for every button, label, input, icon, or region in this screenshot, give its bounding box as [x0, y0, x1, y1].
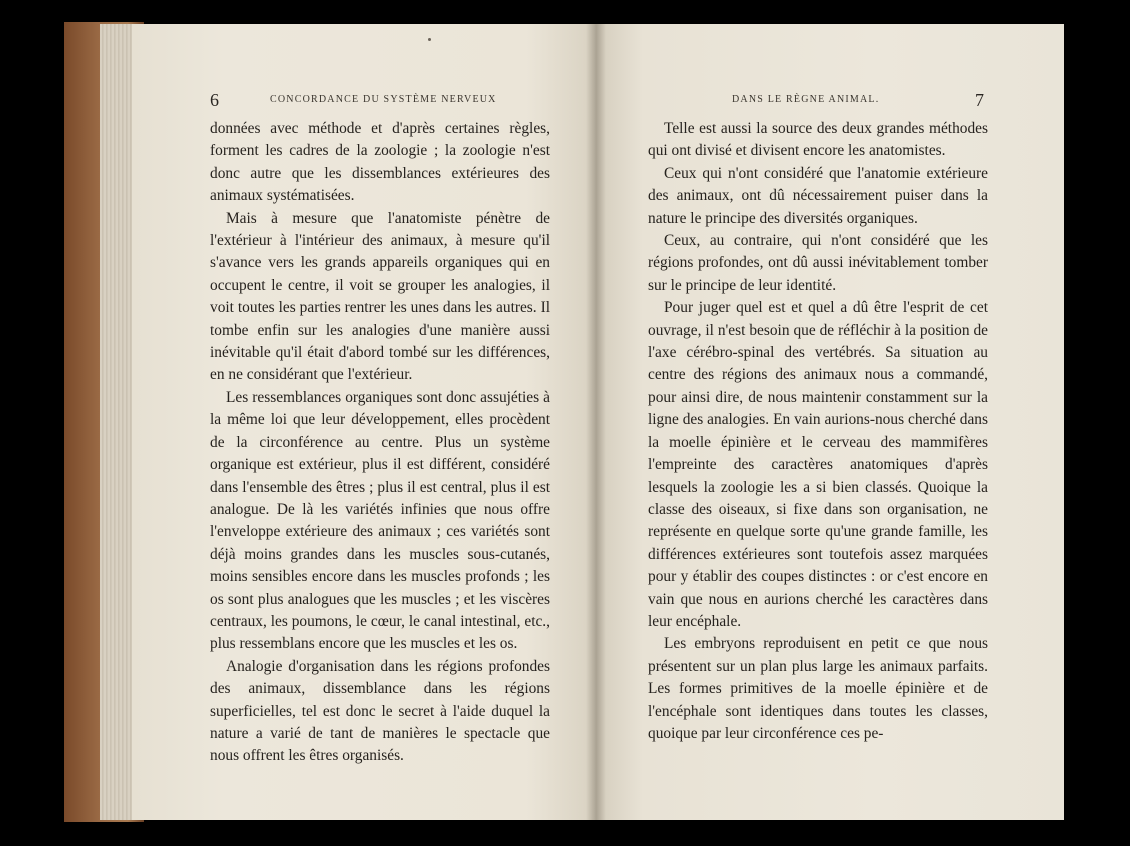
- page-number: 6: [210, 90, 219, 110]
- book-gutter: [586, 24, 606, 820]
- paragraph: Ceux, au contraire, qui n'ont considéré que les régions profondes, ont dû aussi inévitablement tomber sur le principe de leur identité.: [648, 232, 988, 294]
- running-head: CONCORDANCE DU SYSTÈME NERVEUX: [270, 94, 497, 105]
- paragraph: Les ressemblances organiques sont donc assujéties à la même loi que leur développement, elles procèdent de la circonférence au centre. Plus un système organique est extérieur, plus il est différent, considéré dans l'ensemble des êtres ; plus il est central, plus il est analogue. De là les variétés infinies que nous offre l'enveloppe extérieure des animaux ; ces variétés sont déjà moins grandes dans les muscles sous-cutanés, moins sensibles encore dans les muscles profonds ; les os sont plus analogues que les muscles ; et les viscères centraux, les poumons, le cœur, le canal intestinal, etc., plus ressemblans encore que les muscles et les os.: [210, 388, 550, 653]
- paragraph: données avec méthode et d'après certaines règles, forment les cadres de la zoologie ; la zoologie n'est donc autre que les dissemblances extérieures des animaux systématisées.: [210, 120, 550, 205]
- running-head: DANS LE RÈGNE ANIMAL.: [732, 94, 880, 105]
- paragraph: Pour juger quel est et quel a dû être l'esprit de cet ouvrage, il n'est besoin que de réfléchir à la position de l'axe cérébro-spinal des vertébrés. Sa situation au centre des régions des animaux nous a commandé, pour ainsi dire, de nous maintenir constamment sur la ligne des analogies. En vain aurions-nous cherché dans la moelle épinière et le cerveau des mammifères l'empreinte des caractères anatomiques d'après lesquels la zoologie les a si bien classés. Quoique la classe des oiseaux, si fixe dans son organisation, ne représente en quelque sorte qu'une grande famille, les différences extérieures sont toutefois assez marquées pour y établir des coupes distinctes : or c'est encore en vain que nous en aurions cherché les caractères dans leur encéphale.: [648, 299, 988, 630]
- paragraph: Mais à mesure que l'anatomiste pénètre de l'extérieur à l'intérieur des animaux, à mesure qu'il s'avance vers les grands appareils organiques qui en occupent le centre, il voit se grouper les analogies, il voit toutes les parties rentrer les unes dans les autres. Il tombe enfin sur les analogies d'une manière aussi inévitable qu'il était d'abord tombé sur les différences, en ne considérant que l'extérieur.: [210, 209, 550, 384]
- paragraph: Les embryons reproduisent en petit ce que nous présentent sur un plan plus large les animaux parfaits. Les formes primitives de la moelle épinière et de l'encéphale sont identiques dans toutes les classes, quoique par leur circonférence ces pe-: [648, 635, 988, 742]
- page-body: [210, 118, 550, 768]
- paper-speck: [428, 38, 431, 41]
- paragraph: Ceux qui n'ont considéré que l'anatomie extérieure des animaux, ont dû nécessairement puiser dans la nature le principe des diversités organiques.: [648, 164, 988, 227]
- paragraph: Telle est aussi la source des deux grandes méthodes qui ont divisé et divisent encore les anatomistes.: [648, 120, 988, 160]
- right-page: [596, 24, 1064, 820]
- left-page: [132, 24, 596, 820]
- page-body: [648, 118, 988, 745]
- paragraph: Analogie d'organisation dans les régions profondes des animaux, dissemblance dans les régions superficielles, tel est donc le secret à l'aide duquel la nature a varié de tant de manières le spectacle que nous offrent les êtres organisés.: [210, 657, 550, 765]
- page-number: 7: [975, 90, 984, 110]
